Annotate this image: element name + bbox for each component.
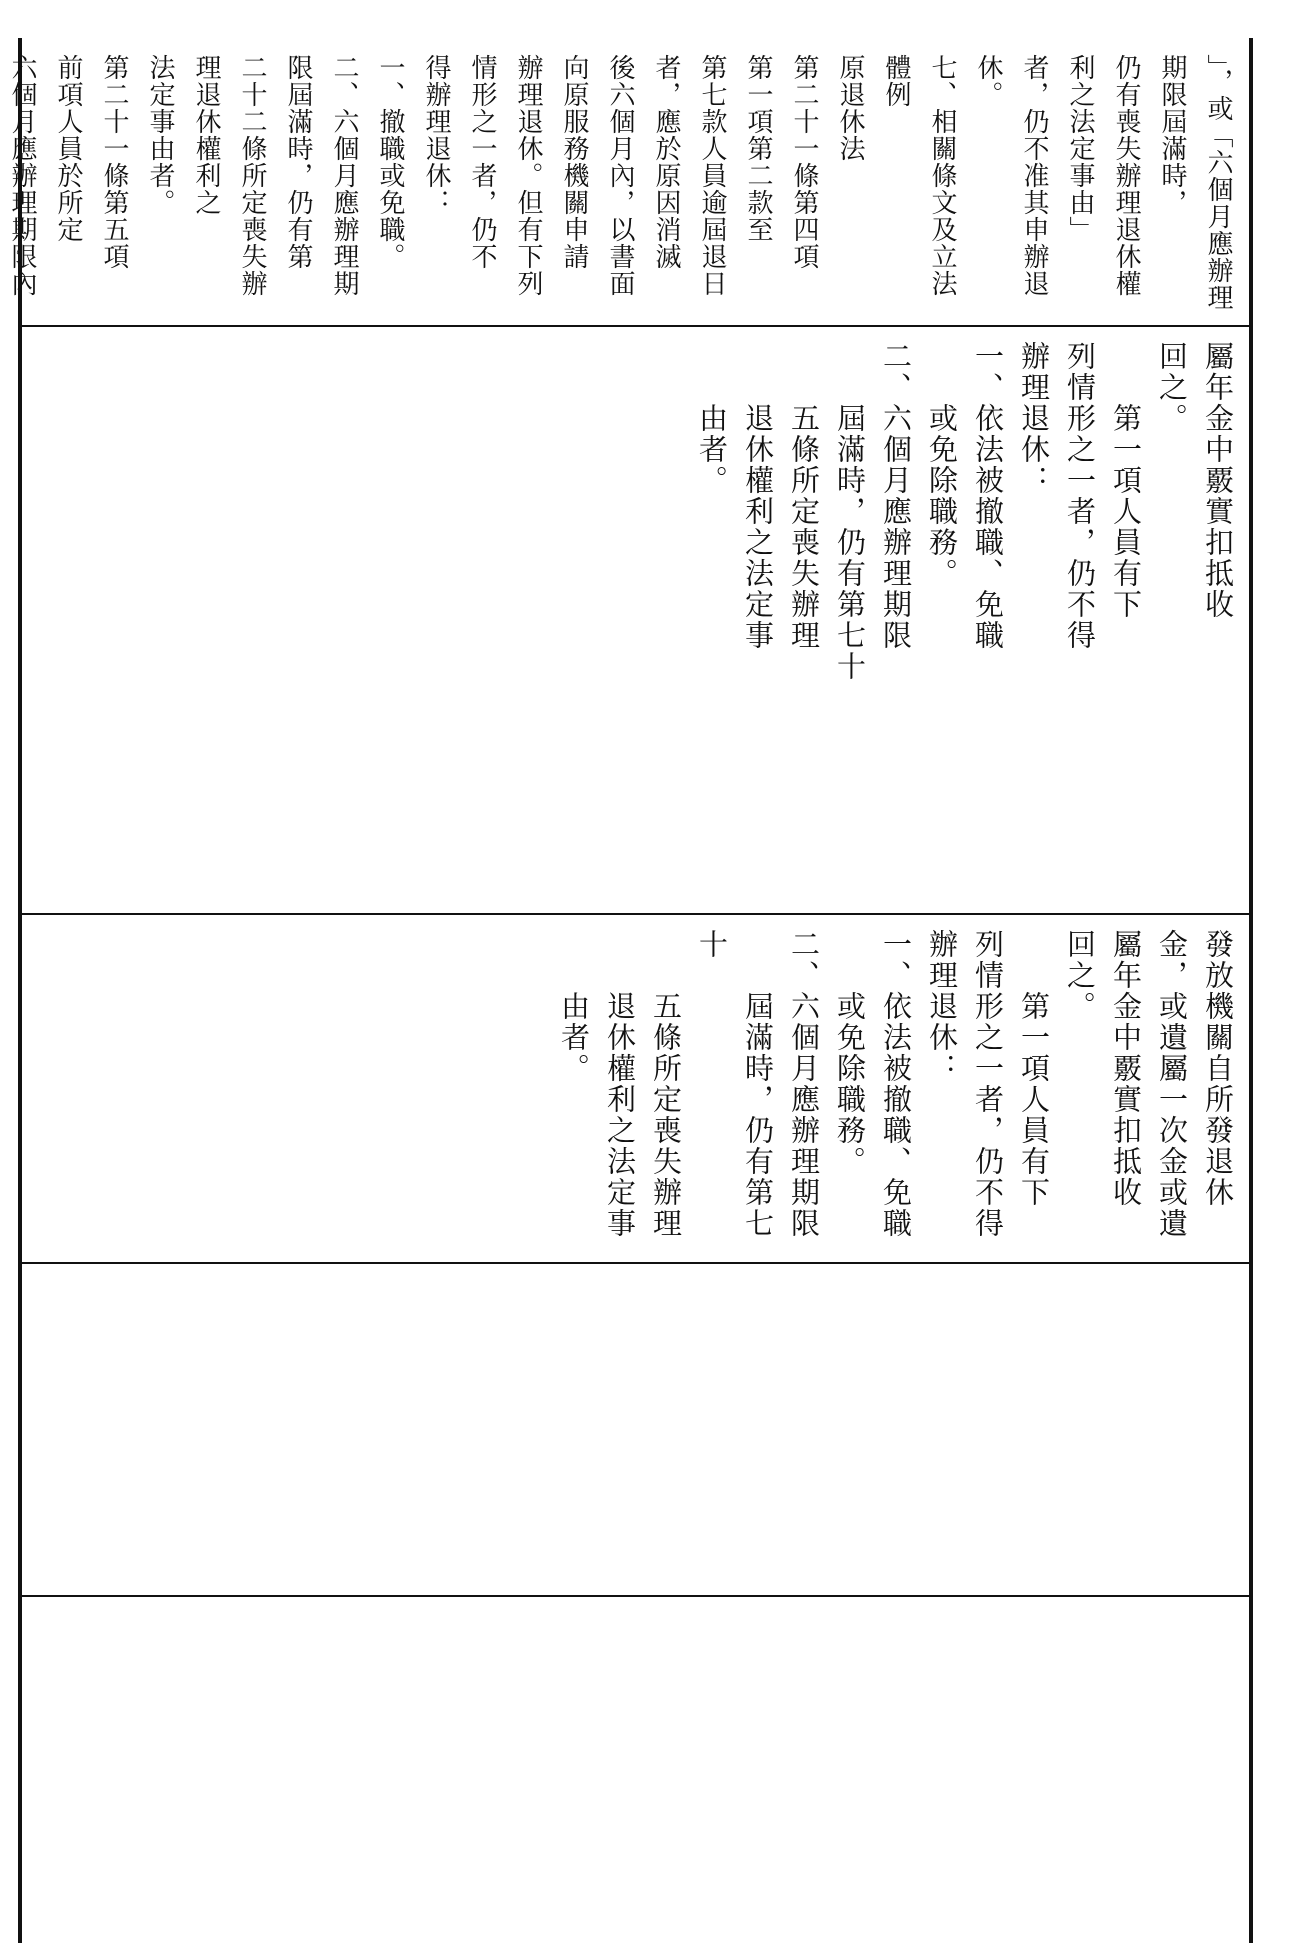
text-line: 或免除職務。 — [925, 341, 959, 589]
text-line: 退休權利之法定事 — [741, 341, 775, 651]
text-line: 五條所定喪失辦理 — [787, 341, 821, 651]
text-line: 或免除職務。 — [833, 929, 867, 1177]
text-line: 五條所定喪失辦理 — [649, 929, 683, 1239]
text-line: 由者。 — [695, 341, 729, 496]
text-line: 金，或遺屬一次金或遺 — [1155, 929, 1189, 1239]
text-line: 辦理退休。但有下列情形之一者，仍不 — [467, 54, 543, 297]
text-line: 者，仍不准其申辦退休。 — [973, 54, 1049, 297]
table-cell-proposal-b — [22, 915, 1249, 1262]
text-line: 第二十一條第四項 第一項第二款至 — [743, 54, 819, 297]
vertical-text-block — [30, 929, 1241, 1254]
table-cell-empty — [22, 1264, 1249, 1595]
text-line: 」，或「六個月應辦理期限屆滿時， — [1157, 54, 1233, 311]
text-line: 一、撤職或免職。 — [375, 54, 405, 270]
text-line: 仍有喪失辦理退休權利之法定事由」 — [1065, 54, 1141, 297]
outer-rule-right — [1249, 38, 1253, 1943]
text-line: 回之。 — [1063, 929, 1097, 1022]
text-line: 發放機關自所發退休 — [1201, 929, 1235, 1208]
text-line: 法定事由者。 — [145, 54, 175, 216]
text-line: 列情形之一者，仍不得 — [971, 929, 1005, 1239]
text-line: 辦理退休： — [925, 929, 959, 1084]
text-line: 原退休法 — [835, 54, 865, 162]
table-cell-empty — [22, 1597, 1249, 1943]
text-line: 七、相關條文及立法體例 — [881, 54, 957, 297]
text-line: 屆滿時，仍有第七十 — [833, 341, 867, 682]
text-line: 二、六個月應辦理期限屆滿時，仍有第 — [283, 54, 359, 297]
text-line: 辦理退休： — [1017, 341, 1051, 496]
text-line: 屬年金中覈實扣抵收 — [1201, 341, 1235, 620]
text-line: 二十二條所定喪失辦理退休權利之 — [191, 54, 267, 297]
table-cell-current-law — [7, 40, 1249, 325]
text-line: 退休權利之法定事 — [603, 929, 637, 1239]
text-line: 第二十一條第五項 前項人員於所定 — [53, 54, 129, 297]
text-line: 得辦理退休： — [421, 54, 451, 216]
text-line: 六個月應辦理期限內 — [7, 54, 37, 297]
text-line: 二、六個月應辦理期限 — [787, 929, 821, 1239]
table-cell-proposal-a — [22, 327, 1249, 913]
text-line: 後六個月內，以書面向原服務機關申請 — [559, 54, 635, 297]
vertical-text-block — [30, 341, 1241, 905]
vertical-text-block — [7, 54, 1241, 317]
text-line: 第一項人員有下 — [1017, 929, 1051, 1208]
text-line: 屬年金中覈實扣抵收 — [1109, 929, 1143, 1208]
text-line: 由者。 — [557, 929, 591, 1084]
text-line: 回之。 — [1155, 341, 1189, 434]
text-line: 屆滿時，仍有第七十 — [695, 929, 775, 1239]
text-line: 二、六個月應辦理期限 — [879, 341, 913, 651]
vertical-text-block — [30, 1278, 1241, 1587]
vertical-text-block — [30, 1611, 1241, 1935]
text-line: 列情形之一者，仍不得 — [1063, 341, 1097, 651]
text-line: 第一項人員有下 — [1109, 341, 1143, 620]
text-line: 一、依法被撤職、免職 — [879, 929, 913, 1239]
text-line: 第七款人員逾屆退日者，應於原因消滅 — [651, 54, 727, 297]
text-line: 一、依法被撤職、免職 — [971, 341, 1005, 651]
